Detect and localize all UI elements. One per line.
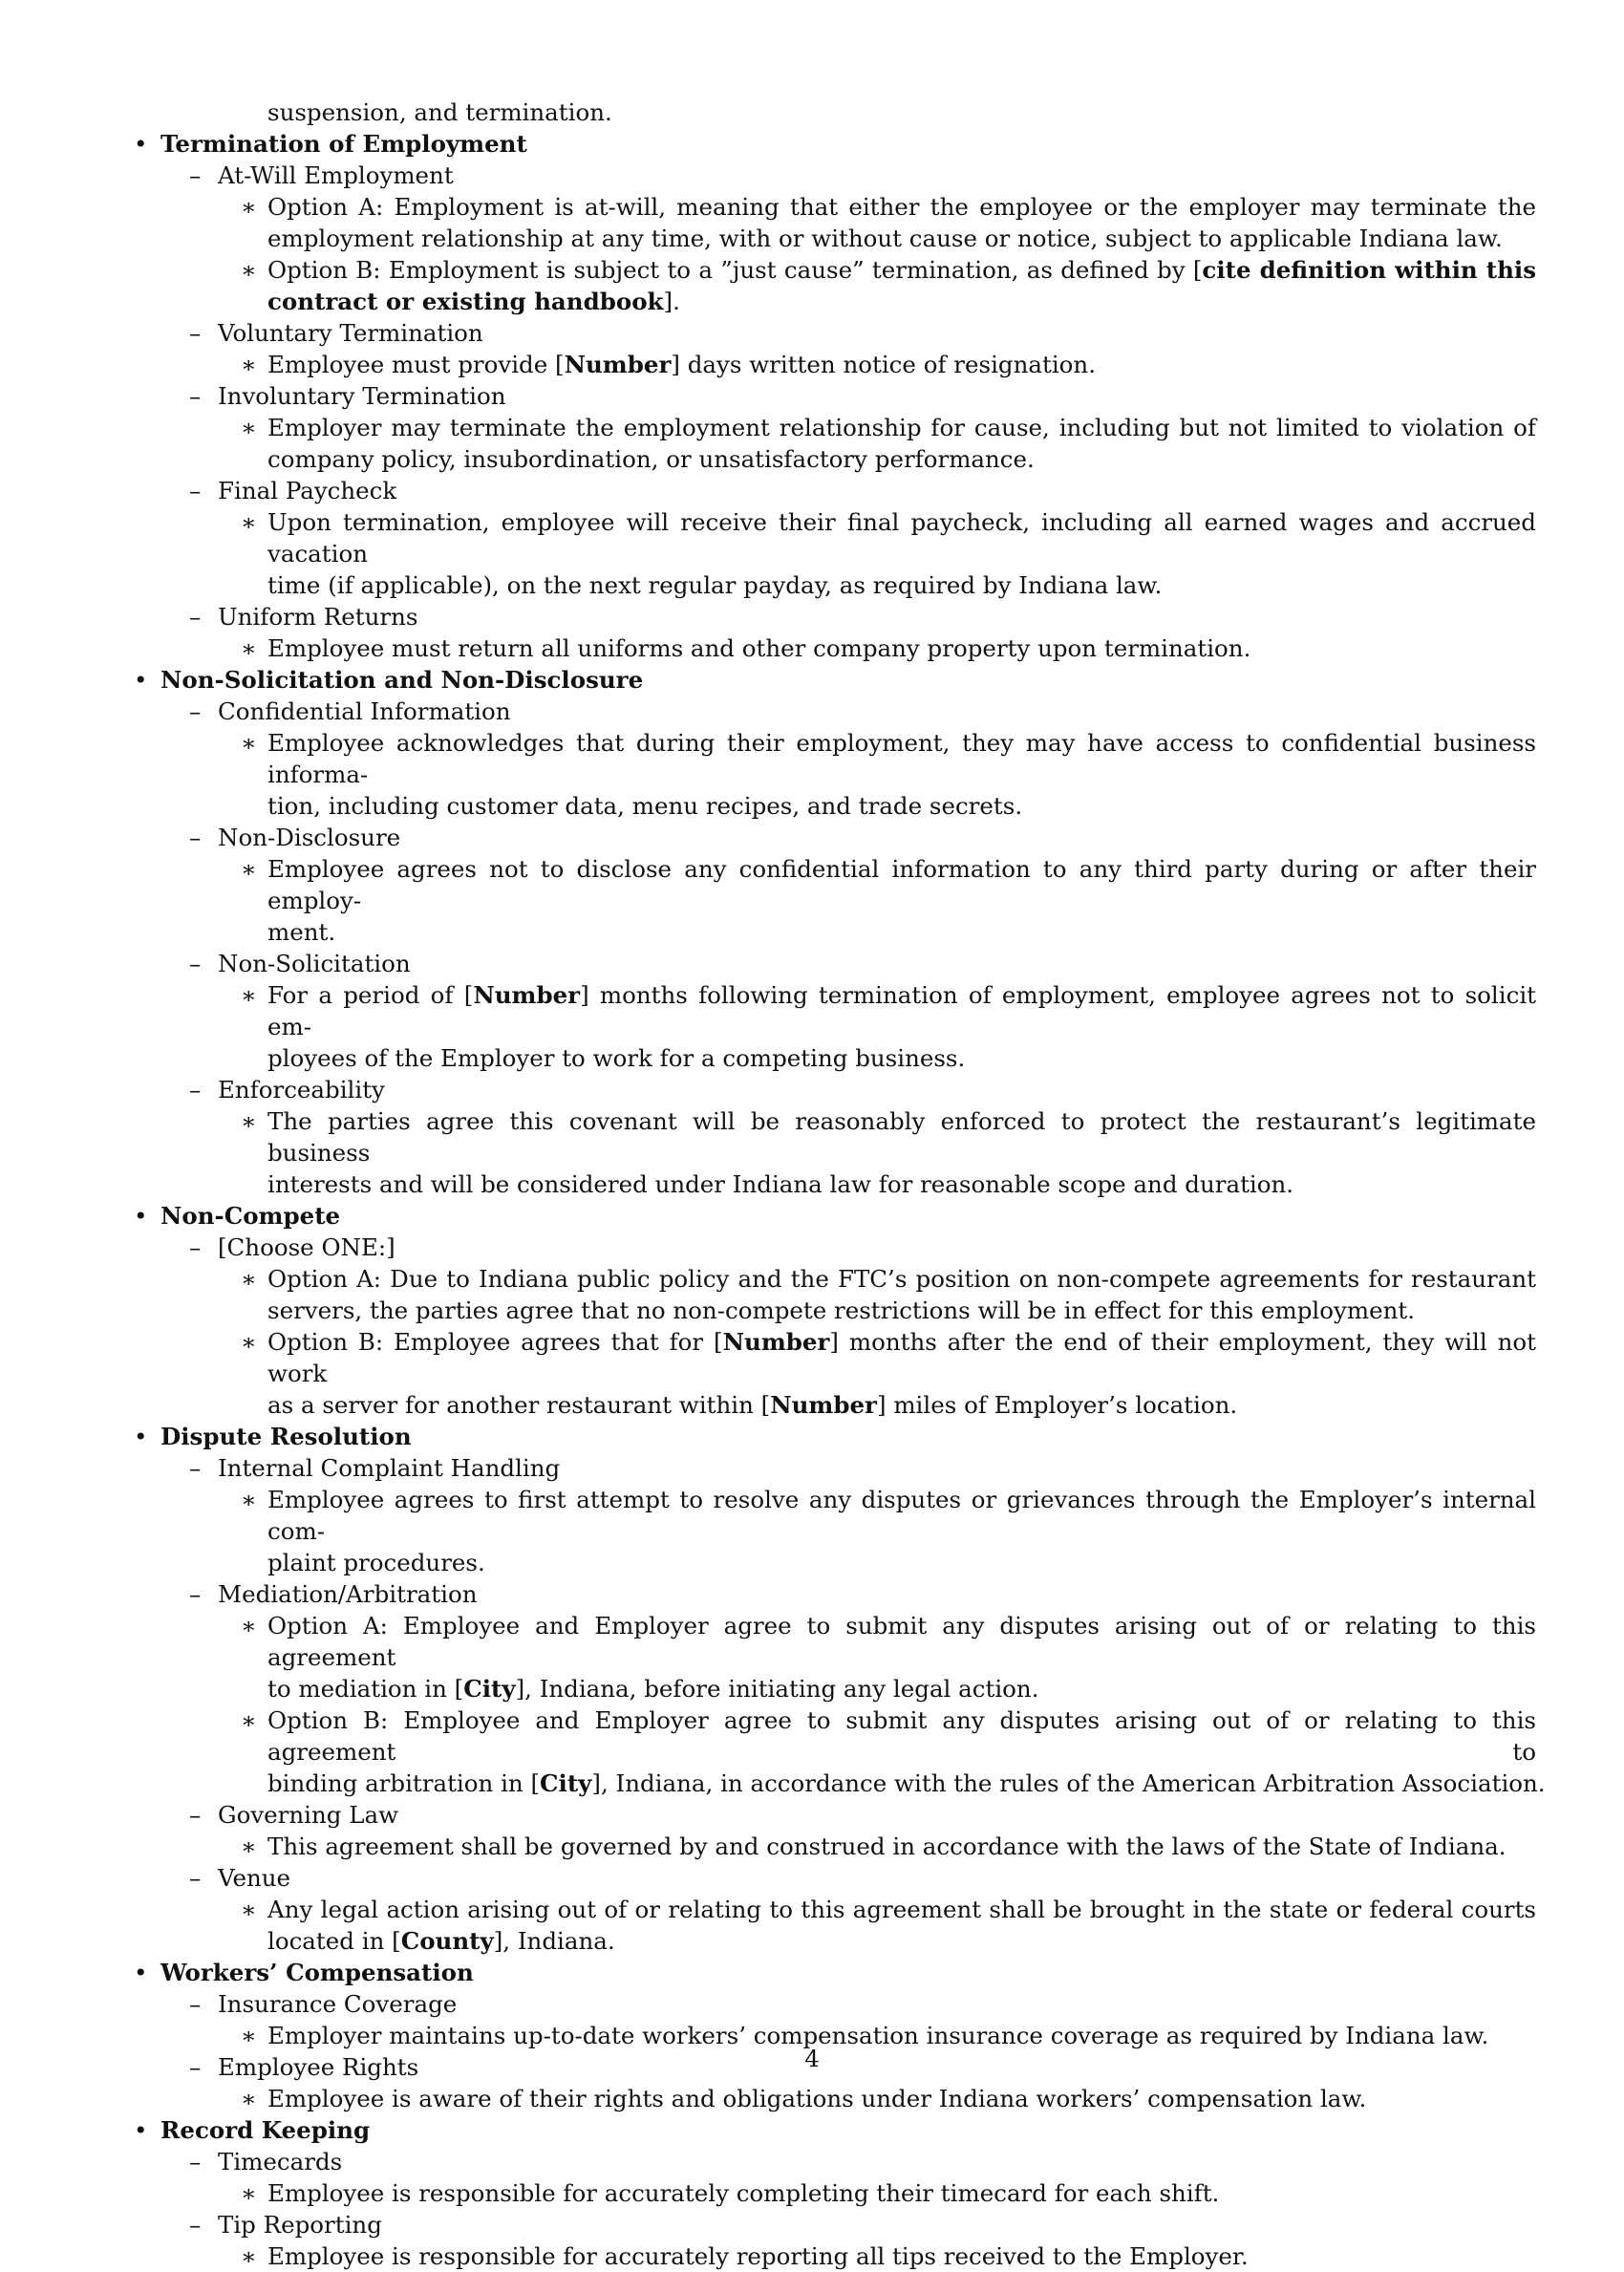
dash-icon: – [189,477,202,504]
list-item: ∗ Upon termination, employee will receive their final paycheck, including all earned wages and accrued vacation [241,508,1536,568]
asterisk-icon: ∗ [241,1612,257,1640]
list-item-continuation: employment relationship at any time, with or without cause or notice, subject to applicable Indiana law. [267,225,1503,252]
placeholder-field: City [463,1675,516,1703]
list-item-continuation: to mediation in [City], Indiana, before initiating any legal action. [267,1675,1039,1703]
continuation-text: suspension, and termination. [267,98,612,126]
list-item: ∗ Employee agrees to first attempt to resolve any disputes or grievances through the Employer’s internal com- [241,1486,1536,1545]
asterisk-icon: ∗ [241,2085,257,2112]
asterisk-icon: ∗ [241,1706,257,1734]
placeholder-field: cite definition within this [1202,256,1536,284]
list-item-continuation: plaint procedures. [267,1549,485,1576]
subsection-tip-reporting: – Tip Reporting [189,2211,382,2239]
list-item-continuation: servers, the parties agree that no non-compete restrictions will be in effect for this employment. [267,1297,1416,1324]
list-item-continuation: interests and will be considered under Indiana law for reasonable scope and duration. [267,1170,1294,1198]
bullet-icon: • [134,1202,148,1230]
list-item: ∗ Option A: Due to Indiana public policy and the FTC’s position on non-compete agreements for restaurant [241,1265,1536,1293]
list-item: ∗ Option B: Employment is subject to a ”just cause” termination, as defined by [cite definition within this [241,256,1536,284]
placeholder-field: City [540,1769,592,1797]
subsection-choose: – [Choose ONE:] [189,1233,395,1261]
subsection-paycheck: – Final Paycheck [189,477,397,504]
section-nonsolicitation [134,664,1536,696]
subsection-nondisclosure: – Non-Disclosure [189,824,401,851]
asterisk-icon: ∗ [241,1833,257,1860]
subsection-insurance: – Insurance Coverage [189,1990,458,2018]
bullet-icon: • [134,666,148,694]
asterisk-icon: ∗ [241,193,257,221]
dash-icon: – [189,697,202,725]
asterisk-icon: ∗ [241,634,257,662]
bullet-icon: • [134,1423,148,1450]
list-item: ∗ Employer may terminate the employment relationship for cause, including but not limited to violation of [241,414,1536,441]
asterisk-icon: ∗ [241,855,257,883]
placeholder-field: Number [564,351,672,378]
subsection-venue: – Venue [189,1864,291,1892]
asterisk-icon: ∗ [241,351,257,378]
placeholder-field: contract or existing handbook [267,288,664,315]
subsection-governing-law: – Governing Law [189,1801,399,1829]
list-item: ∗ Option B: Employee and Employer agree to submit any disputes arising out of or relating to this agreement to [241,1706,1536,1766]
list-item-continuation: located in [County], Indiana. [267,1927,615,1955]
dash-icon: – [189,1076,202,1104]
list-item-continuation: ployees of the Employer to work for a competing business. [267,1044,966,1072]
subsection-atwill: – At-Will Employment [189,161,454,189]
section-dispute [134,1421,1536,1452]
asterisk-icon: ∗ [241,2179,257,2207]
dash-icon: – [189,382,202,410]
asterisk-icon: ∗ [241,981,257,1009]
list-item: ∗ Employee agrees not to disclose any confidential information to any third party during or after their employ- [241,855,1536,914]
dash-icon: – [189,824,202,851]
list-item: ∗ Employee is responsible for accurately completing their timecard for each shift. [241,2179,1220,2207]
list-item: ∗ Employee is responsible for accurately reporting all tips received to the Employer. [241,2242,1249,2270]
section-heading: Non-Solicitation and Non-Disclosure [160,666,644,694]
bullet-icon: • [134,1959,148,1986]
text-line [160,96,1536,128]
list-item-continuation: as a server for another restaurant within [Number] miles of Employer’s location. [267,1391,1238,1419]
section-workers-comp [134,1957,1536,1988]
list-item: ∗ The parties agree this covenant will be reasonably enforced to protect the restaurant’s legitimate business [241,1107,1536,1167]
list-item: ∗ Option B: Employee agrees that for [Number] months after the end of their employment, they will not work [241,1328,1536,1387]
asterisk-icon: ∗ [241,508,257,536]
list-item: ∗ Option A: Employee and Employer agree to submit any disputes arising out of or relating to this agreement [241,1612,1536,1671]
list-item-continuation: contract or existing handbook]. [267,288,680,315]
section-noncompete [134,1200,1536,1232]
asterisk-icon: ∗ [241,1486,257,1513]
dash-icon: – [189,2211,202,2239]
subsection-voluntary: – Voluntary Termination [189,319,483,347]
asterisk-icon: ∗ [241,729,257,757]
dash-icon: – [189,319,202,347]
subsection-uniform: – Uniform Returns [189,603,418,631]
page-number: 4 [804,2045,820,2072]
list-item: ∗ Employee must return all uniforms and other company property upon termination. [241,634,1251,662]
section-heading: Workers’ Compensation [160,1959,474,1986]
asterisk-icon: ∗ [241,1896,257,1923]
asterisk-icon: ∗ [241,2022,257,2049]
dash-icon: – [189,1233,202,1261]
placeholder-field: Number [473,981,581,1009]
placeholder-field: Number [770,1391,877,1419]
list-item: ∗ Employee acknowledges that during their employment, they may have access to confidential business informa- [241,729,1536,788]
bullet-icon: • [134,2116,148,2144]
dash-icon: – [189,1990,202,2018]
section-record-keeping [134,2114,1536,2146]
dash-icon: – [189,1801,202,1829]
dash-icon: – [189,950,202,977]
dash-icon: – [189,2148,202,2176]
list-item: ∗ For a period of [Number] months following termination of employment, employee agrees not to solicit em- [241,981,1536,1040]
section-heading: Dispute Resolution [160,1423,412,1450]
list-item: ∗ Employer maintains up-to-date workers’ compensation insurance coverage as required by Indiana law. [241,2022,1489,2049]
dash-icon: – [189,161,202,189]
section-termination [134,128,1536,160]
subsection-employee-rights: – Employee Rights [189,2053,419,2081]
section-heading: Termination of Employment [160,130,527,158]
list-item: ∗ This agreement shall be governed by and construed in accordance with the laws of the State of Indiana. [241,1833,1506,1860]
list-item-continuation: tion, including customer data, menu recipes, and trade secrets. [267,792,1023,820]
dash-icon: – [189,603,202,631]
subsection-mediation: – Mediation/Arbitration [189,1580,478,1608]
subsection-timecards: – Timecards [189,2148,343,2176]
dash-icon: – [189,1864,202,1892]
list-item-continuation: time (if applicable), on the next regular payday, as required by Indiana law. [267,571,1163,599]
list-item-continuation: binding arbitration in [City], Indiana, in accordance with the rules of the American Arbitration Association. [267,1769,1546,1797]
list-item: ∗ Employee is aware of their rights and obligations under Indiana workers’ compensation law. [241,2085,1367,2112]
section-heading: Record Keeping [160,2116,371,2144]
list-item: ∗ Option A: Employment is at-will, meaning that either the employee or the employer may terminate the [241,193,1536,221]
subsection-confidential: – Confidential Information [189,697,511,725]
placeholder-field: County [400,1927,494,1955]
asterisk-icon: ∗ [241,414,257,441]
document-body [134,96,1546,2272]
section-heading: Non-Compete [160,1202,341,1230]
asterisk-icon: ∗ [241,2242,257,2270]
subsection-nonsolicitation: – Non-Solicitation [189,950,411,977]
asterisk-icon: ∗ [241,1328,257,1356]
asterisk-icon: ∗ [241,1265,257,1293]
subsection-internal: – Internal Complaint Handling [189,1454,561,1482]
list-item-continuation: ment. [267,918,336,946]
asterisk-icon: ∗ [241,256,257,284]
bullet-icon: • [134,130,148,158]
dash-icon: – [189,1454,202,1482]
list-item: ∗ Employee must provide [Number] days written notice of resignation. [241,351,1096,378]
placeholder-field: Number [722,1328,830,1356]
asterisk-icon: ∗ [241,1107,257,1135]
dash-icon: – [189,2053,202,2081]
list-item: ∗ Any legal action arising out of or relating to this agreement shall be brought in the state or federal courts [241,1896,1536,1923]
subsection-enforceability: – Enforceability [189,1076,385,1104]
list-item-continuation: company policy, insubordination, or unsatisfactory performance. [267,445,1035,473]
subsection-involuntary: – Involuntary Termination [189,382,506,410]
dash-icon: – [189,1580,202,1608]
